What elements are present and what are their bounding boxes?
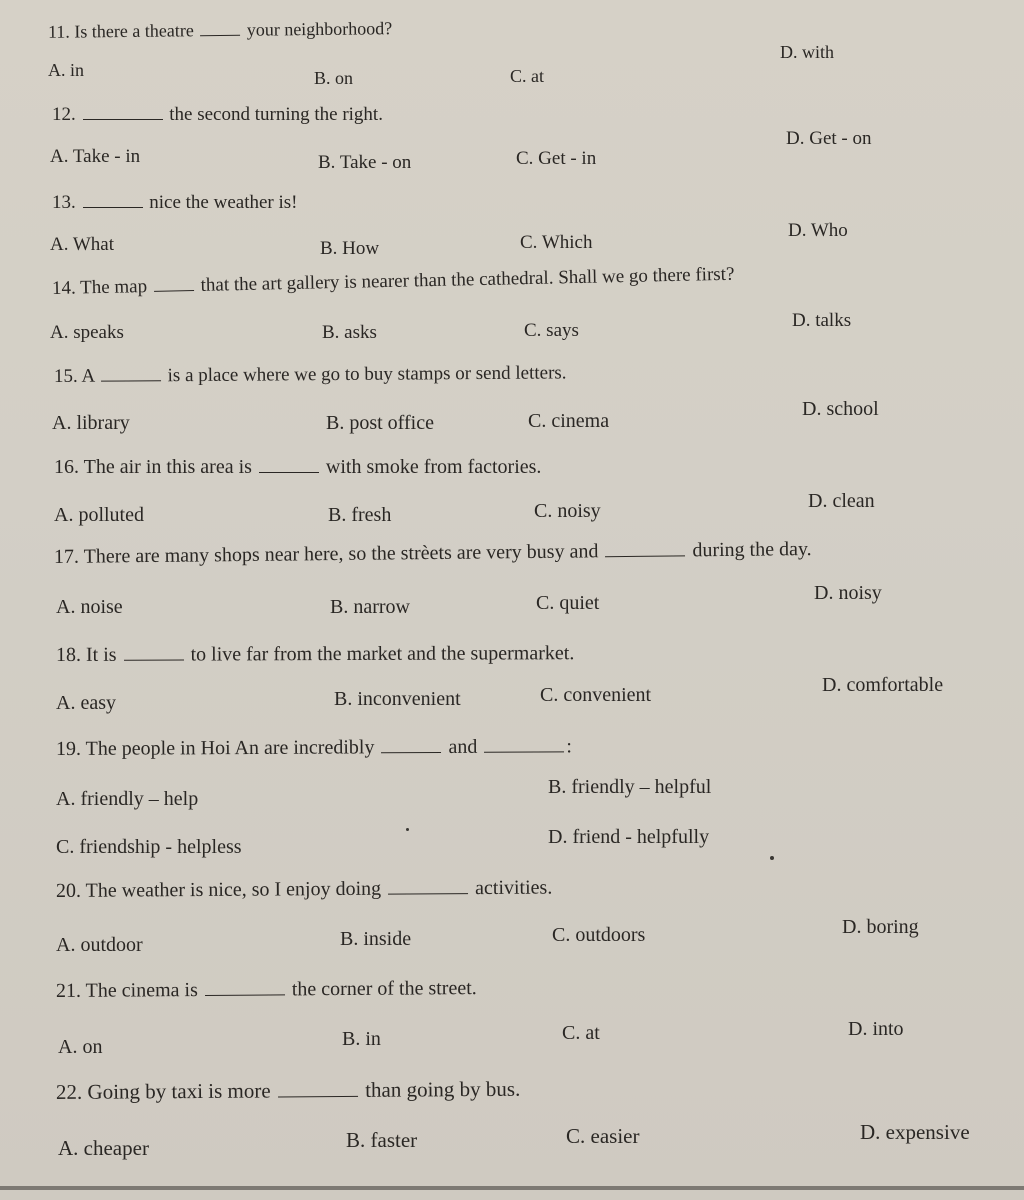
question-13 <box>52 192 297 214</box>
option-13c: C. Which <box>520 232 593 253</box>
option-20d: D. boring <box>842 916 919 938</box>
answer-blank <box>83 193 143 208</box>
question-text: your neighborhood? <box>246 18 393 40</box>
question-11 <box>48 18 392 43</box>
option-15d: D. school <box>802 398 879 420</box>
answer-blank <box>605 541 685 557</box>
option-16a: A. polluted <box>54 504 144 526</box>
ink-speck <box>406 828 409 831</box>
question-text: activities. <box>475 876 553 900</box>
question-22 <box>56 1077 520 1105</box>
option-15a: A. library <box>52 412 130 434</box>
answer-blank <box>484 737 564 752</box>
question-text: 15. A <box>53 365 95 387</box>
question-16 <box>54 456 541 479</box>
option-15b: B. post office <box>326 412 434 434</box>
question-text: the corner of the street. <box>291 977 477 1001</box>
answer-blank <box>388 879 468 895</box>
option-13b: B. How <box>320 238 380 259</box>
answer-blank <box>124 646 184 661</box>
question-text: is a place where we go to buy stamps or send letters. <box>167 362 567 387</box>
question-text: 16. The air in this area is <box>54 456 252 478</box>
option-12b: B. Take - on <box>318 152 412 173</box>
option-21c: C. at <box>562 1022 600 1044</box>
option-12c: C. Get - in <box>516 148 597 169</box>
option-19c: C. friendship - helpless <box>56 836 242 858</box>
question-text: nice the weather is! <box>149 192 298 213</box>
question-text: 20. The weather is nice, so I enjoy doing <box>55 877 382 902</box>
question-14 <box>52 264 735 300</box>
option-21a: A. on <box>58 1036 103 1058</box>
question-15 <box>54 362 567 388</box>
option-20b: B. inside <box>340 928 412 950</box>
option-16c: C. noisy <box>534 500 601 522</box>
question-text: the second turning the right. <box>169 104 383 125</box>
answer-blank <box>381 738 441 753</box>
question-text: during the day. <box>692 538 812 562</box>
question-text: : <box>566 735 572 758</box>
question-text: 12. <box>52 104 76 125</box>
question-text: 17. There are many shops near here, so the strèets are very busy and <box>53 540 599 568</box>
option-20c: C. outdoors <box>552 924 646 946</box>
option-21d: D. into <box>848 1018 904 1040</box>
question-text: 13. <box>52 192 76 213</box>
option-22b: B. faster <box>346 1128 418 1152</box>
answer-blank <box>205 980 285 996</box>
option-16d: D. clean <box>808 490 875 512</box>
question-17 <box>54 538 812 569</box>
option-14a: A. speaks <box>50 322 124 343</box>
question-19 <box>56 735 572 761</box>
option-12d: D. Get - on <box>786 128 872 149</box>
question-text: 22. Going by taxi is more <box>55 1078 271 1104</box>
option-22a: A. cheaper <box>58 1136 149 1160</box>
option-11d: D. with <box>780 42 834 62</box>
option-13d: D. Who <box>788 220 848 241</box>
page-edge <box>0 1186 1024 1190</box>
answer-blank <box>154 276 194 292</box>
option-18a: A. easy <box>56 692 116 714</box>
answer-blank <box>83 105 163 120</box>
option-16b: B. fresh <box>328 504 392 526</box>
option-19b: B. friendly – helpful <box>548 776 712 798</box>
question-text: 18. It is <box>55 643 117 666</box>
question-text: 21. The cinema is <box>55 979 198 1002</box>
option-19d: D. friend - helpfully <box>548 826 710 848</box>
question-18 <box>56 642 574 667</box>
option-22d: D. expensive <box>860 1120 970 1144</box>
option-21b: B. in <box>342 1028 381 1050</box>
option-15c: C. cinema <box>528 410 610 432</box>
ink-speck <box>770 856 774 860</box>
answer-blank <box>278 1082 358 1098</box>
question-text: 14. The map <box>51 276 148 299</box>
question-12 <box>52 104 383 126</box>
option-18c: C. convenient <box>540 684 652 706</box>
question-21 <box>56 977 477 1003</box>
option-12a: A. Take - in <box>50 146 141 167</box>
option-17d: D. noisy <box>814 582 882 604</box>
question-text: 19. The people in Hoi An are incredibly <box>55 736 375 760</box>
question-20 <box>56 877 552 903</box>
question-text: to live far from the market and the supermarket. <box>190 642 575 666</box>
option-18d: D. comfortable <box>822 674 944 696</box>
question-text: with smoke from factories. <box>325 456 542 478</box>
option-14c: C. says <box>524 320 579 341</box>
option-17b: B. narrow <box>330 596 410 618</box>
option-18b: B. inconvenient <box>334 688 461 710</box>
option-22c: C. easier <box>566 1124 640 1148</box>
option-13a: A. What <box>50 234 115 255</box>
answer-blank <box>200 21 240 36</box>
answer-blank <box>259 458 319 473</box>
option-11a: A. in <box>48 60 84 80</box>
option-19a: A. friendly – help <box>56 788 199 810</box>
question-text: 11. Is there a theatre <box>47 20 194 42</box>
question-text: that the art gallery is nearer than the cathedral. Shall we go there first? <box>200 263 735 296</box>
option-11c: C. at <box>510 66 544 86</box>
question-text: than going by bus. <box>365 1076 521 1102</box>
answer-blank <box>101 366 161 381</box>
option-14b: B. asks <box>322 322 377 343</box>
question-text: and <box>448 735 478 758</box>
option-17a: A. noise <box>56 596 123 618</box>
option-20a: A. outdoor <box>56 934 143 956</box>
option-11b: B. on <box>314 68 354 88</box>
option-14d: D. talks <box>792 310 852 331</box>
option-17c: C. quiet <box>536 592 600 614</box>
